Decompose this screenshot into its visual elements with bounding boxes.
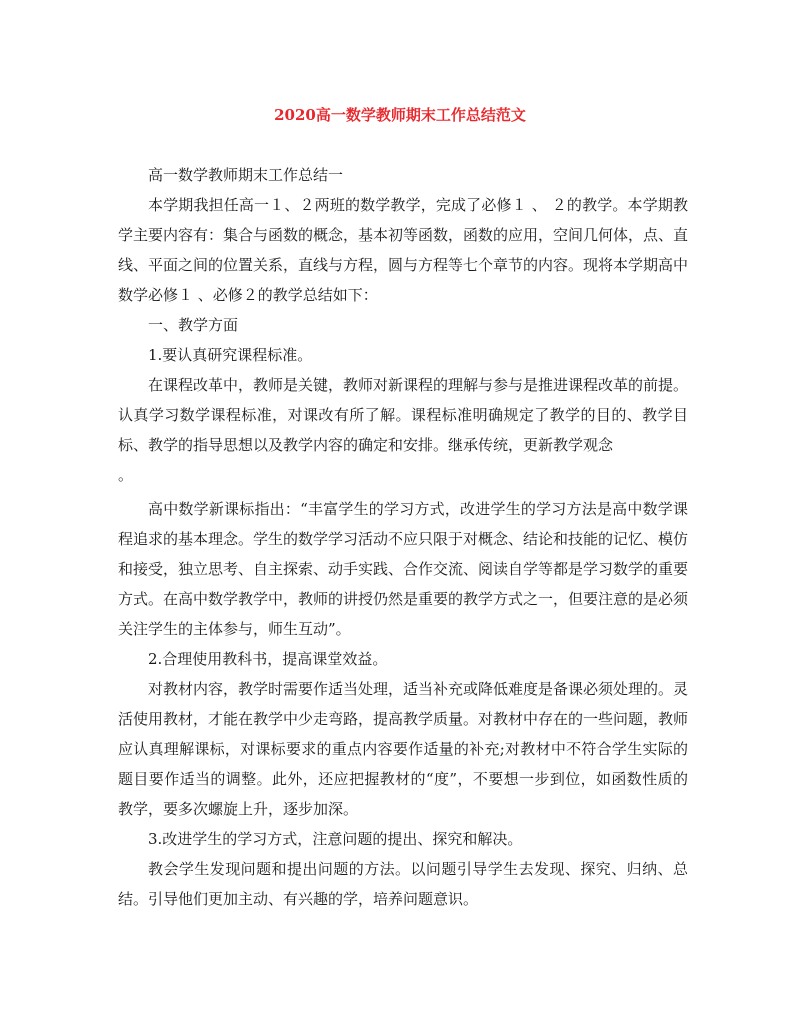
list-item-heading-3: 3.改进学生的学习方式，注意问题的提出、探究和解决。 bbox=[148, 830, 523, 848]
list-item-heading-1: 1.要认真研究课程标准。 bbox=[148, 346, 313, 364]
paragraph-intro: 本学期我担任高一１、２两班的数学教学，完成了必修１ 、 ２的教学。本学期教学主要内容有：集合与函数的概念，基本初等函数，函数的应用，空间几何体，点、直线、平面之间的位置关系，直线与方程，圆与方程等七个章节的内容。现将本学期高中数学必修１ 、必修２的教学总结如下： bbox=[118, 196, 689, 304]
paragraph-fragment-period: 。 bbox=[118, 466, 134, 484]
list-item-heading-2: 2.合理使用教科书，提高课堂效益。 bbox=[148, 650, 388, 668]
section-heading-teaching: 一、教学方面 bbox=[148, 316, 239, 334]
document-body bbox=[118, 160, 688, 914]
paragraph-textbook: 对教材内容，教学时需要作适当处理，适当补充或降低难度是备课必须处理的。灵活使用教材，才能在教学中少走弯路，提高教学质量。对教材中存在的一些问题，教师应认真理解课标，对课标要求的重点内容要作适量的补充;对教材中不符合学生实际的题目要作适当的调整。此外，还应把握教材的“度”，不要想一步到位，如函数性质的教学，要多次螺旋上升，逐步加深。 bbox=[118, 680, 689, 818]
document-title: 2020高一数学教师期末工作总结范文 bbox=[274, 106, 526, 124]
paragraph-curriculum: 在课程改革中，教师是关键，教师对新课程的理解与参与是推进课程改革的前提。认真学习数学课程标准，对课改有所了解。课程标准明确规定了教学的目的、教学目标、教学的指导思想以及教学内容的确定和安排。继承传统，更新教学观念 bbox=[118, 376, 689, 454]
paragraph-new-standard: 高中数学新课标指出：“丰富学生的学习方式，改进学生的学习方法是高中数学课程追求的基本理念。学生的数学学习活动不应只限于对概念、结论和技能的记忆、模仿和接受，独立思考、自主探索、动手实践、合作交流、阅读自学等都是学习数学的重要方式。在高中数学教学中，教师的讲授仍然是重要的教学方式之一，但要注意的是必须关注学生的主体参与，师生互动”。 bbox=[118, 500, 689, 638]
section-subtitle: 高一数学教师期末工作总结一 bbox=[148, 166, 344, 184]
paragraph-learning-method: 教会学生发现问题和提出问题的方法。以问题引导学生去发现、探究、归纳、总结。引导他们更加主动、有兴趣的学，培养问题意识。 bbox=[118, 860, 688, 908]
